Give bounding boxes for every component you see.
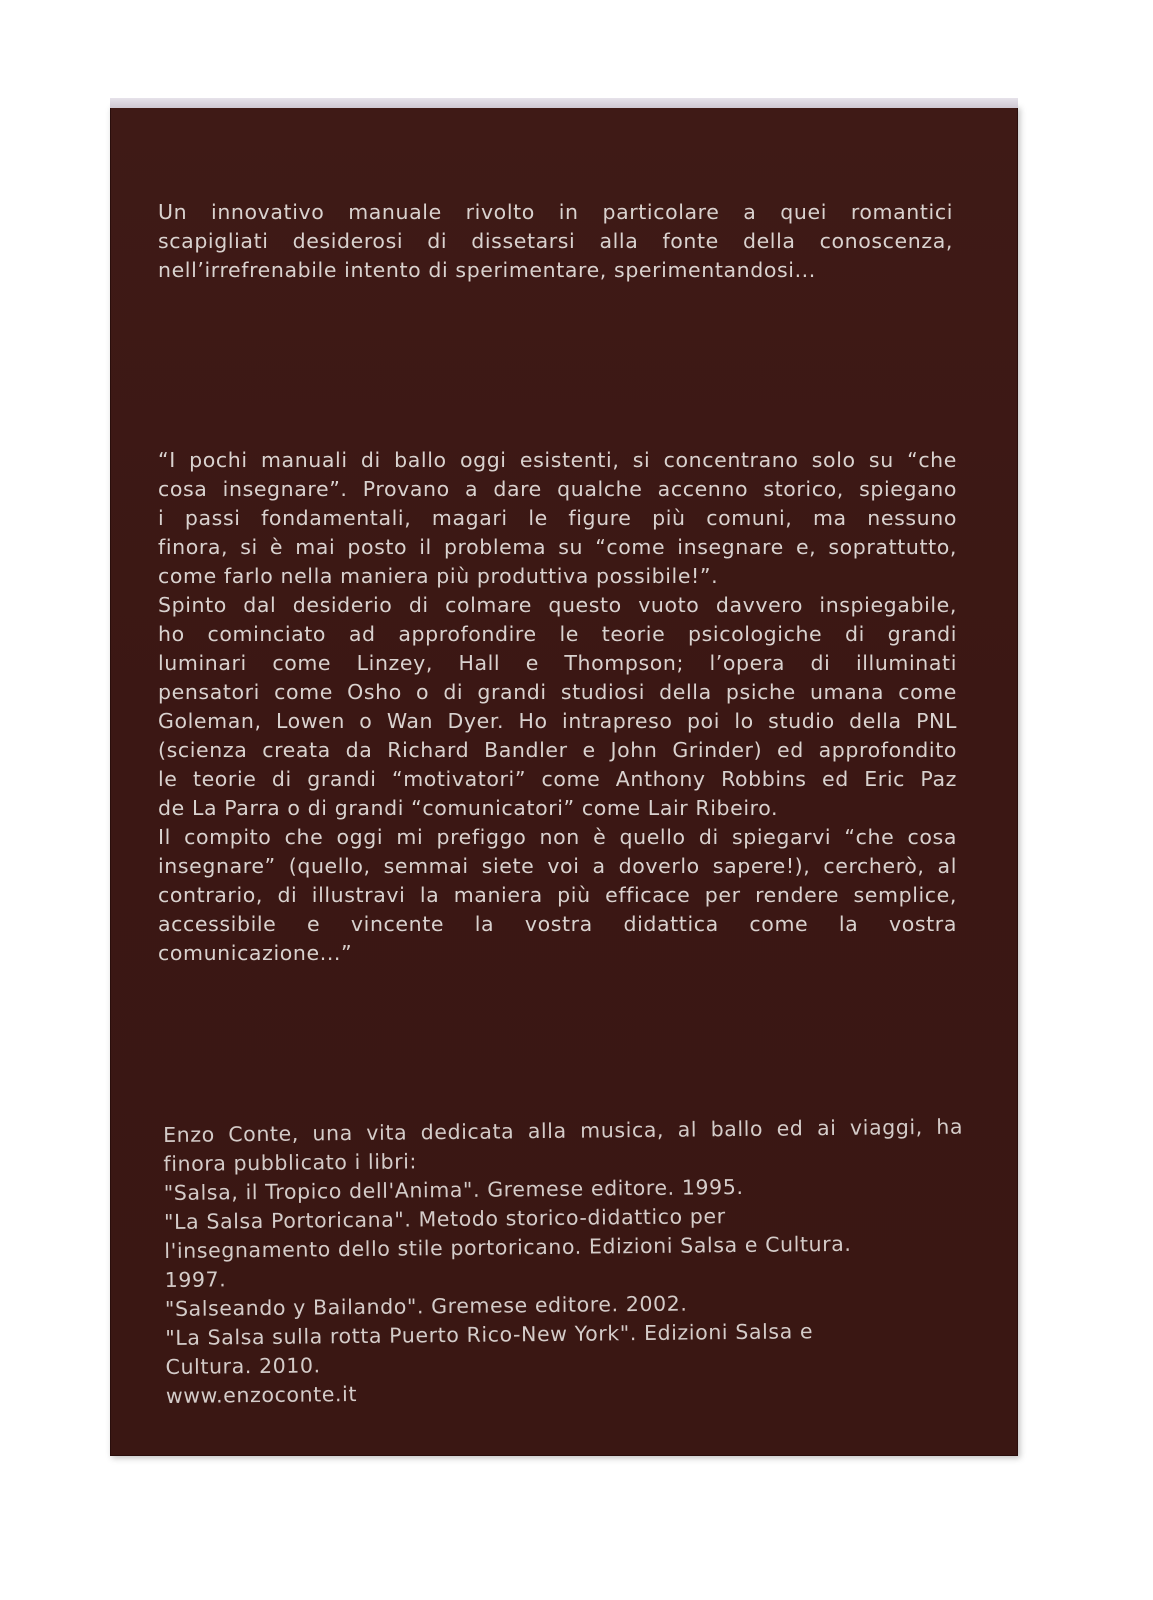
bio-book-entry: "Salseando y Bailando". Gremese editore. 2002. bbox=[164, 1291, 688, 1321]
intro-line: scapigliati desiderosi di dissetarsi alla fonte della conoscenza, bbox=[158, 229, 953, 253]
quote-line: (scienza creata da Richard Bandler e John Grinder) ed approfondito bbox=[158, 738, 957, 762]
author-website: www.enzoconte.it bbox=[165, 1381, 358, 1408]
quote-line: Il compito che oggi mi prefiggo non è quello di spiegarvi “che cosa bbox=[158, 825, 957, 849]
intro-blurb bbox=[158, 198, 953, 285]
quote-line: pensatori come Osho o di grandi studiosi della psiche umana come bbox=[158, 680, 957, 704]
bio-book-entry: l'insegnamento dello stile portoricano. Edizioni Salsa e Cultura. bbox=[164, 1231, 852, 1263]
quote-line: “I pochi manuali di ballo oggi esistenti, si concentrano solo su “che bbox=[158, 448, 957, 472]
quote-line: luminari come Linzey, Hall e Thompson; l’opera di illuminati bbox=[158, 651, 957, 675]
quote-line: le teorie di grandi “motivatori” come Anthony Robbins ed Eric Paz bbox=[158, 767, 957, 791]
quote-line: finora, si è mai posto il problema su “come insegnare e, soprattutto, bbox=[158, 535, 957, 559]
bio-line: Enzo Conte, una vita dedicata alla musica, al ballo ed ai viaggi, ha bbox=[163, 1114, 964, 1147]
book-page-edge bbox=[110, 98, 1018, 108]
quote-line: ho cominciato ad approfondire le teorie psicologiche di grandi bbox=[158, 622, 957, 646]
quote-line: accessibile e vincente la vostra didattica come la vostra bbox=[158, 912, 957, 936]
quote-line: de La Parra o di grandi “comunicatori” come Lair Ribeiro. bbox=[158, 796, 779, 820]
author-bio bbox=[163, 1113, 966, 1411]
quote-line: cosa insegnare”. Provano a dare qualche accenno storico, spiegano bbox=[158, 477, 957, 501]
bio-book-entry: 1997. bbox=[164, 1267, 227, 1292]
bio-book-entry: "Salsa, il Tropico dell'Anima". Gremese editore. 1995. bbox=[163, 1174, 744, 1205]
quote-line: comunicazione...” bbox=[158, 941, 353, 965]
book-back-cover bbox=[110, 106, 1018, 1456]
quote-line: Goleman, Lowen o Wan Dyer. Ho intrapreso poi lo studio della PNL bbox=[158, 709, 957, 733]
intro-line: nell’irrefrenabile intento di sperimentare, sperimentandosi... bbox=[158, 258, 816, 282]
quote-line: insegnare” (quello, semmai siete voi a doverlo sapere!), cercherò, al bbox=[158, 854, 957, 878]
author-quote bbox=[158, 446, 957, 968]
bio-book-entry: "La Salsa Portoricana". Metodo storico-didattico per bbox=[163, 1204, 726, 1234]
quote-line: come farlo nella maniera più produttiva possibile!”. bbox=[158, 564, 719, 588]
quote-line: Spinto dal desiderio di colmare questo vuoto davvero inspiegabile, bbox=[158, 593, 957, 617]
bio-line: finora pubblicato i libri: bbox=[163, 1149, 418, 1176]
intro-line: Un innovativo manuale rivolto in particolare a quei romantici bbox=[158, 200, 953, 224]
bio-book-entry: Cultura. 2010. bbox=[165, 1353, 321, 1379]
bio-book-entry: "La Salsa sulla rotta Puerto Rico-New York". Edizioni Salsa e bbox=[165, 1319, 814, 1350]
quote-line: contrario, di illustravi la maniera più efficace per rendere semplice, bbox=[158, 883, 957, 907]
quote-line: i passi fondamentali, magari le figure più comuni, ma nessuno bbox=[158, 506, 957, 530]
